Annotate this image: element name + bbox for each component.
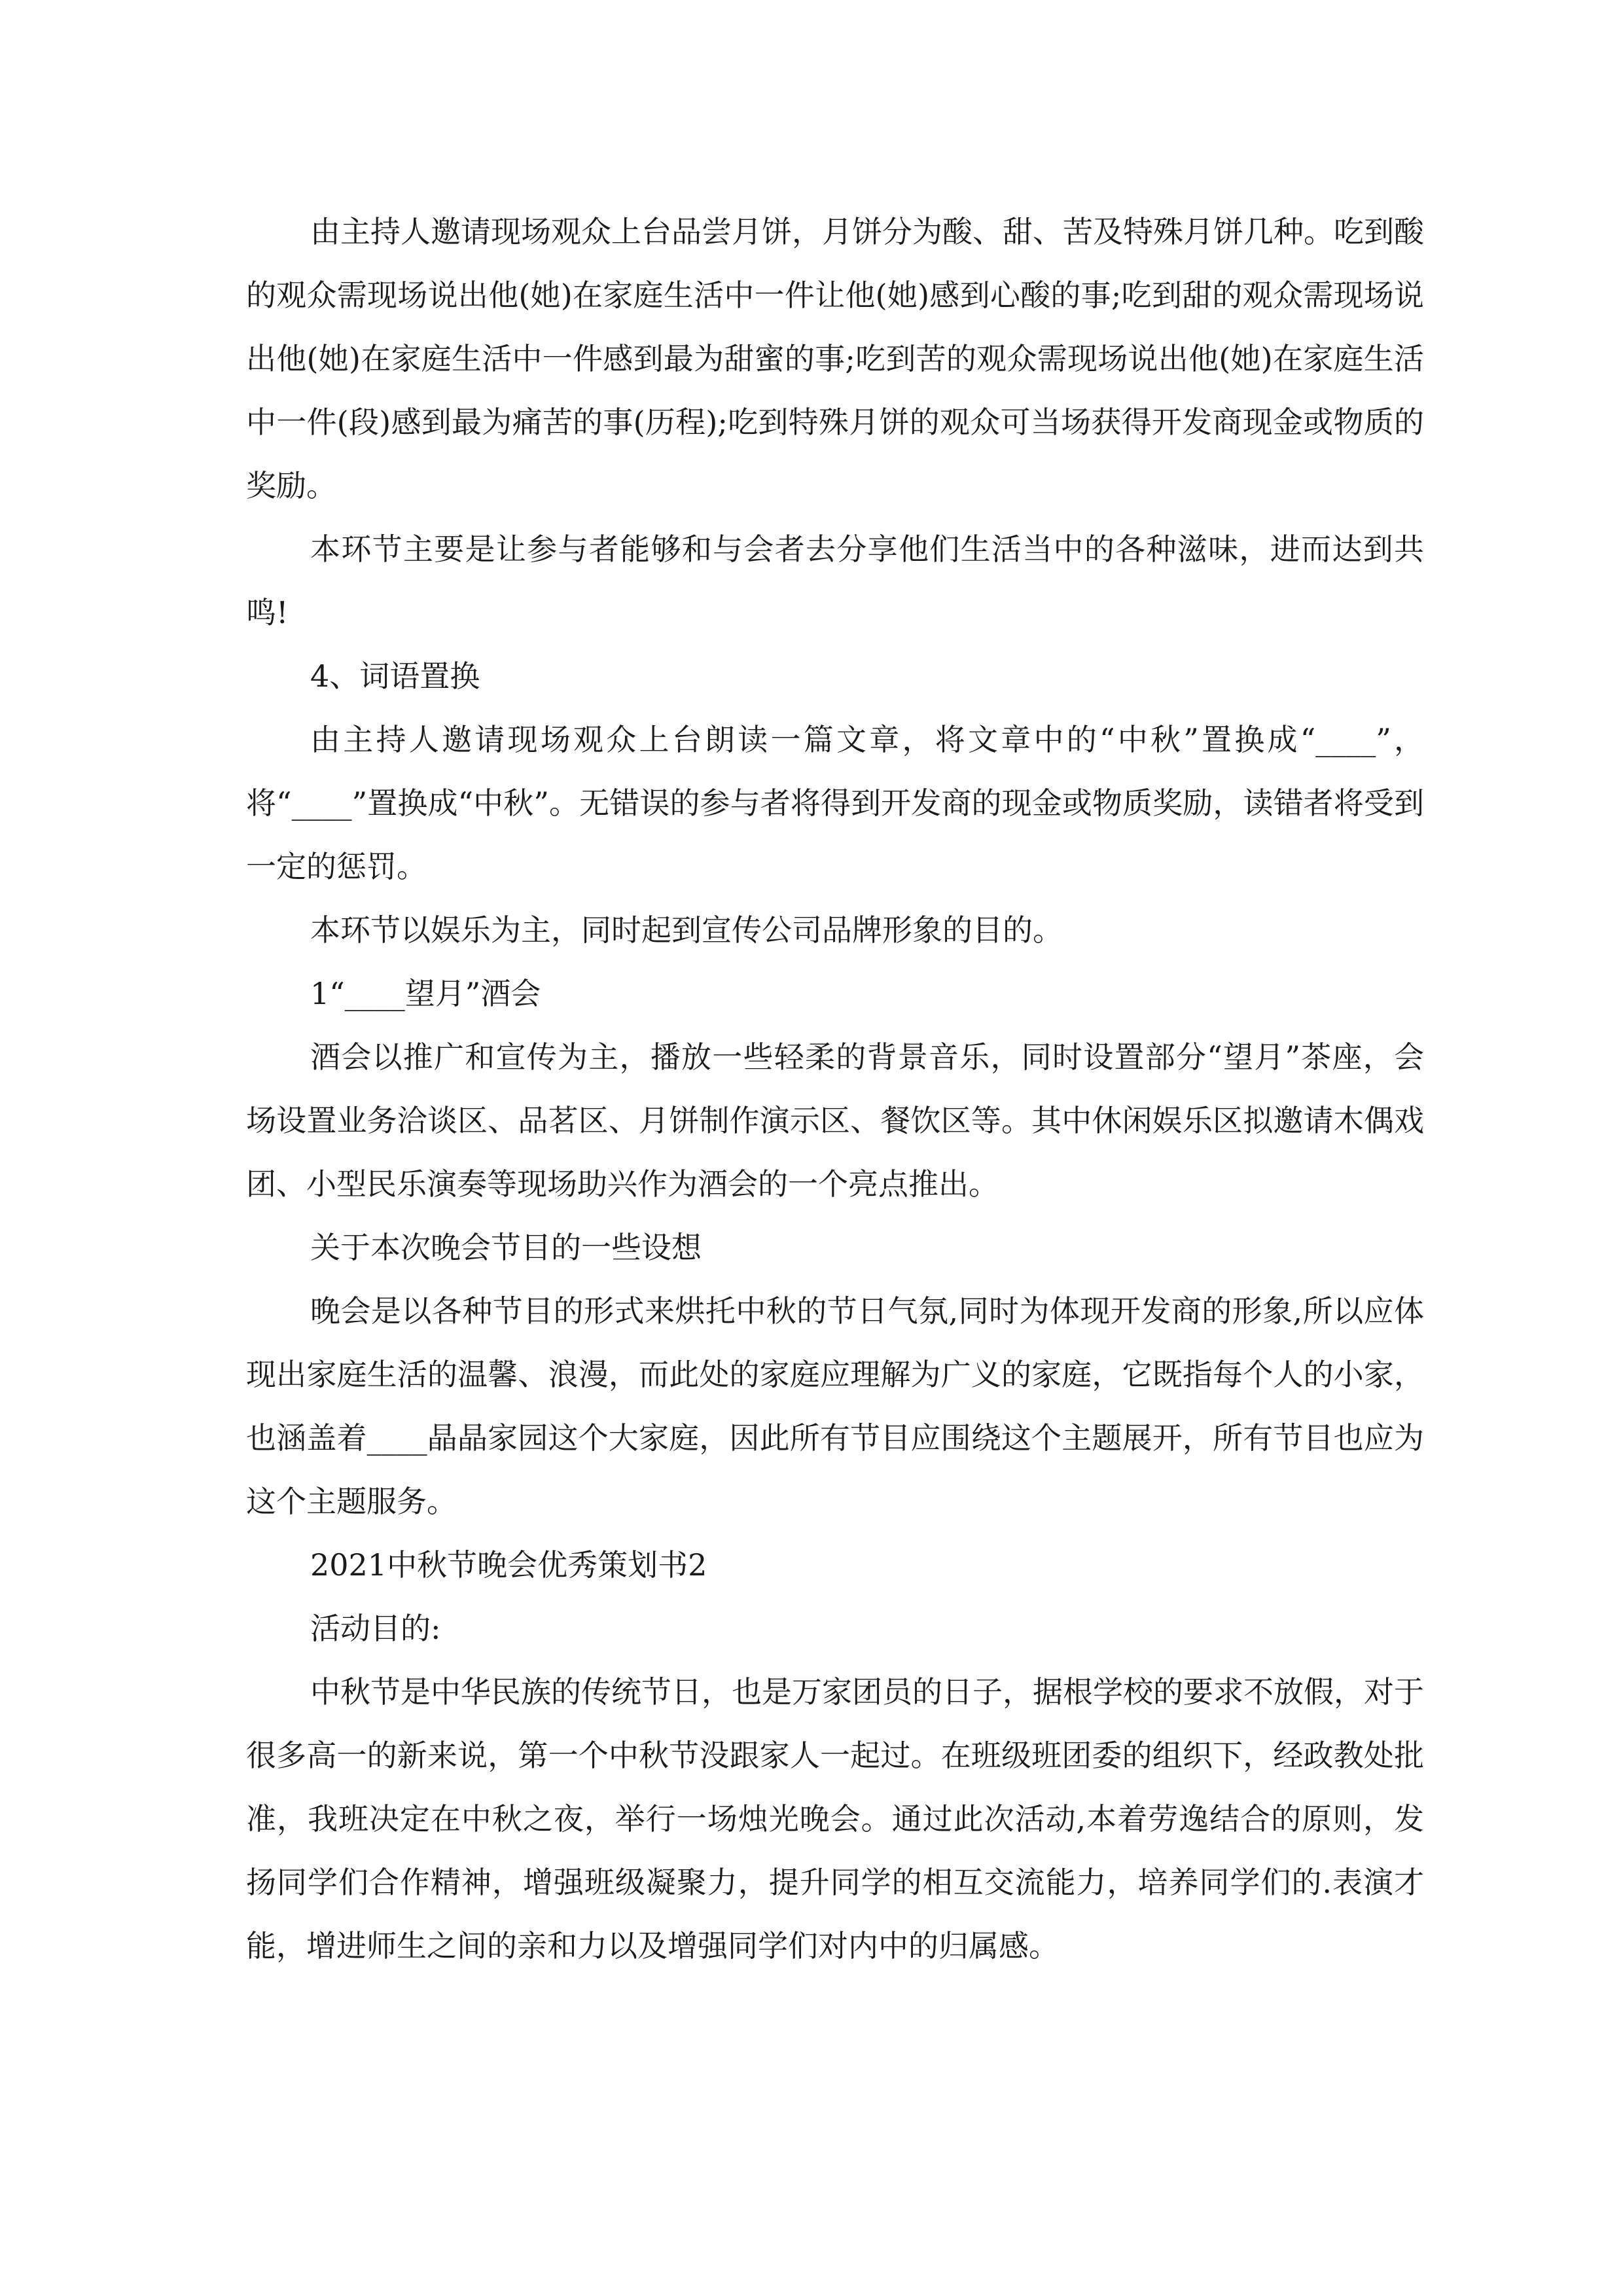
paragraph-cake-tasting: 由主持人邀请现场观众上台品尝月饼，月饼分为酸、甜、苦及特殊月饼几种。吃到酸的观众需现场说出他(她)在家庭生活中一件让他(她)感到心酸的事;吃到甜的观众需现场说出他(她)在家庭生活中一件感到最为甜蜜的事;吃到苦的观众需现场说出他(她)在家庭生活中一件(段)感到最为痛苦的事(历程);吃到特殊月饼的观众可当场获得开发商现金或物质的奖励。 [246, 214, 1424, 503]
section-heading-program-ideas: 关于本次晚会节目的一些设想 [310, 1230, 702, 1265]
paragraph-word-swap-purpose: 本环节以娱乐为主，同时起到宣传公司品牌形象的目的。 [310, 912, 1063, 948]
paragraph-program-ideas: 晚会是以各种节目的形式来烘托中秋的节日气氛,同时为体现开发商的形象,所以应体现出家庭生活的温馨、浪漫，而此处的家庭应理解为广义的家庭，它既指每个人的小家，也涵盖着____晶晶家园这个大家庭，因此所有节目应围绕这个主题展开，所有节目也应为这个主题服务。 [246, 1293, 1424, 1519]
document-title-plan-2: 2021中秋节晚会优秀策划书2 [310, 1547, 707, 1583]
section-heading-moon-reception: 1“____望月”酒会 [310, 976, 541, 1011]
section-heading-word-swap: 4、词语置换 [310, 658, 480, 694]
paragraph-cake-purpose: 本环节主要是让参与者能够和与会者去分享他们生活当中的各种滋味，进而达到共鸣! [246, 531, 1424, 630]
document-body [246, 200, 1424, 1978]
section-heading-activity-purpose: 活动目的: [310, 1611, 441, 1646]
paragraph-activity-purpose: 中秋节是中华民族的传统节日，也是万家团员的日子，据根学校的要求不放假，对于很多高一的新来说，第一个中秋节没跟家人一起过。在班级班团委的组织下，经政教处批准，我班决定在中秋之夜，举行一场烛光晚会。通过此次活动,本着劳逸结合的原则，发扬同学们合作精神，增强班级凝聚力，提升同学的相互交流能力，培养同学们的.表演才能，增进师生之间的亲和力以及增强同学们对内中的归属感。 [246, 1674, 1424, 1964]
paragraph-word-swap: 由主持人邀请现场观众上台朗读一篇文章，将文章中的“中秋”置换成“____”，将“____”置换成“中秋”。无错误的参与者将得到开发商的现金或物质奖励，读错者将受到一定的惩罚。 [246, 722, 1424, 884]
paragraph-moon-reception: 酒会以推广和宣传为主，播放一些轻柔的背景音乐，同时设置部分“望月”茶座，会场设置业务洽谈区、品茗区、月饼制作演示区、餐饮区等。其中休闲娱乐区拟邀请木偶戏团、小型民乐演奏等现场助兴作为酒会的一个亮点推出。 [246, 1039, 1424, 1202]
